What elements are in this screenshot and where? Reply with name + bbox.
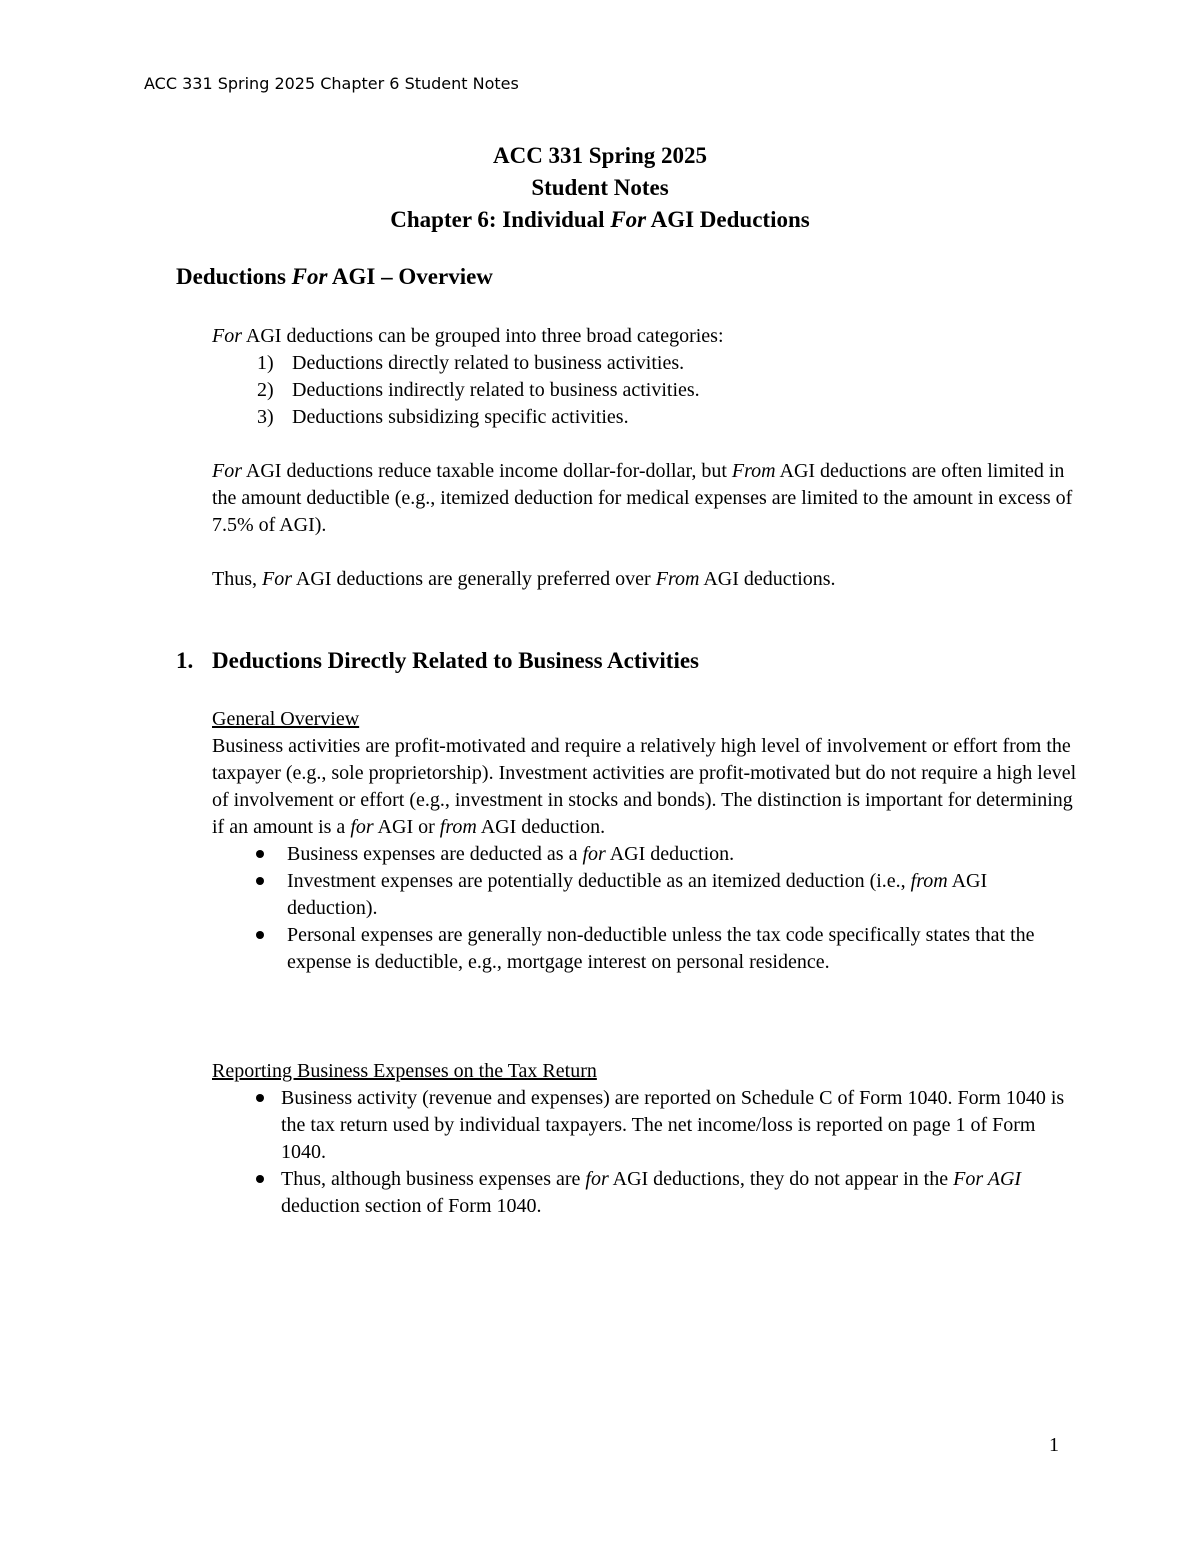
- list-item: 2) Deductions indirectly related to business activities.: [257, 379, 700, 401]
- general-overview-label: General Overview: [212, 708, 360, 730]
- chapter-title: Chapter 6: Individual For AGI Deductions: [390, 207, 810, 232]
- title-block: [0, 140, 1200, 236]
- overview-intro: [212, 323, 1082, 431]
- list-item: Business expenses are deducted as a for AGI deduction.: [252, 841, 1082, 868]
- general-overview: [212, 706, 1082, 976]
- overview-heading: Deductions For AGI – Overview: [176, 264, 493, 289]
- expense-bullet-list: [212, 841, 1082, 976]
- section-1-heading: 1. Deductions Directly Related to Business Activities: [176, 648, 700, 673]
- list-item: Business activity (revenue and expenses) are reported on Schedule C of Form 1040. Form 1040 is the tax return used by individual taxpayers. The net income/loss is reported on page 1 of Form 1040.: [252, 1085, 1082, 1166]
- list-item: Personal expenses are generally non-deductible unless the tax code specifically states that the expense is deductible, e.g., mortgage interest on personal residence.: [252, 922, 1082, 976]
- list-item: 1) Deductions directly related to business activities.: [257, 352, 685, 374]
- running-header: ACC 331 Spring 2025 Chapter 6 Student Notes: [144, 74, 519, 93]
- general-overview-paragraph: Business activities are profit-motivated and require a relatively high level of involvement or effort from the taxpayer (e.g., sole proprietorship). Investment activities are profit-motivated but do not require a high level of involvement or effort (e.g., investment in stocks and bonds). The distinction is important for determining if an amount is a for AGI or from AGI deduction.: [212, 735, 1077, 838]
- overview-paragraph-2: For AGI deductions reduce taxable income dollar-for-dollar, but From AGI deductions are often limited in the amount deductible (e.g., itemized deduction for medical expenses are limited to the amount in excess of 7.5% of AGI).: [212, 460, 1073, 536]
- reporting-label: Reporting Business Expenses on the Tax Return: [212, 1060, 597, 1082]
- list-item: 3) Deductions subsidizing specific activities.: [257, 406, 629, 428]
- reporting-bullet-list: [212, 1085, 1082, 1220]
- reporting-section: [212, 1058, 1082, 1220]
- list-item: Thus, although business expenses are for AGI deductions, they do not appear in the For AGI deduction section of Form 1040.: [252, 1166, 1082, 1220]
- overview-paragraph-3: Thus, For AGI deductions are generally preferred over From AGI deductions.: [212, 568, 836, 590]
- category-list: [212, 350, 1082, 431]
- course-title: ACC 331 Spring 2025: [492, 143, 708, 168]
- list-item: Investment expenses are potentially deductible as an itemized deduction (i.e., from AGI deduction).: [252, 868, 1082, 922]
- page-number: 1: [1049, 1434, 1059, 1456]
- notes-title: Student Notes: [531, 175, 669, 200]
- intro-sentence: For AGI deductions can be grouped into three broad categories:: [212, 325, 724, 347]
